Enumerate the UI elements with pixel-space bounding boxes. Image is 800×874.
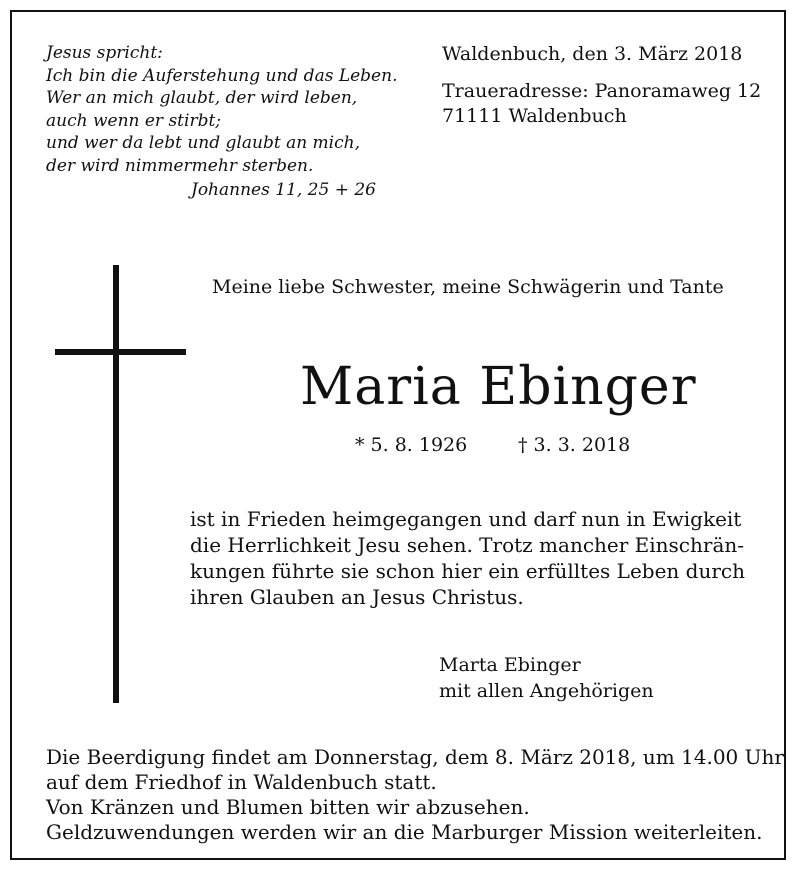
address-line: Traueradresse: Panoramaweg 12: [442, 80, 762, 102]
verse-line: der wird nimmermehr sterben.: [46, 155, 314, 176]
cross-icon: [113, 265, 119, 703]
header-info: [442, 42, 761, 129]
obituary-frame: [10, 10, 786, 860]
verse-line: und wer da lebt und glaubt an mich,: [46, 133, 360, 153]
signature: [439, 652, 654, 704]
footer-line: Die Beerdigung findet am Donnerstag, dem 8. März 2018, um 14.00 Uhr: [46, 745, 784, 769]
birth-date: * 5. 8. 1926: [355, 434, 468, 456]
deceased-name: Maria Ebinger: [300, 357, 697, 417]
verse-line: auch wenn er stirbt;: [46, 110, 222, 131]
intro-text: Meine liebe Schwester, meine Schwägerin und Tante: [212, 276, 724, 298]
bible-verse: [46, 42, 397, 202]
verse-line: Wer an mich glaubt, der wird leben,: [46, 88, 358, 108]
footer-line: Von Kränzen und Blumen bitten wir abzusehen.: [46, 795, 530, 819]
verse-reference: Johannes 11, 25 + 26: [191, 180, 376, 200]
death-date: † 3. 3. 2018: [518, 434, 631, 456]
signature-name: Marta Ebinger: [439, 654, 581, 676]
place-date: Waldenbuch, den 3. März 2018: [442, 43, 743, 65]
funeral-info: [46, 745, 784, 845]
address-line: 71111 Waldenbuch: [442, 105, 627, 127]
verse-line: Jesus spricht:: [46, 43, 163, 63]
body-line: ihren Glauben an Jesus Christus.: [190, 585, 524, 609]
obituary-body: [190, 506, 770, 610]
verse-line: Ich bin die Auferstehung und das Leben.: [46, 65, 398, 86]
body-line: die Herrlichkeit Jesu sehen. Trotz mancher Einschrän-: [190, 533, 745, 557]
body-line: ist in Frieden heimgegangen und darf nun in Ewigkeit: [190, 507, 742, 531]
footer-line: Geldzuwendungen werden wir an die Marburger Mission weiterleiten.: [46, 820, 763, 844]
cross-icon-bar: [55, 349, 186, 355]
body-line: kungen führte sie schon hier ein erfülltes Leben durch: [190, 559, 745, 583]
signature-relatives: mit allen Angehörigen: [439, 680, 654, 702]
footer-line: auf dem Friedhof in Waldenbuch statt.: [46, 770, 437, 794]
